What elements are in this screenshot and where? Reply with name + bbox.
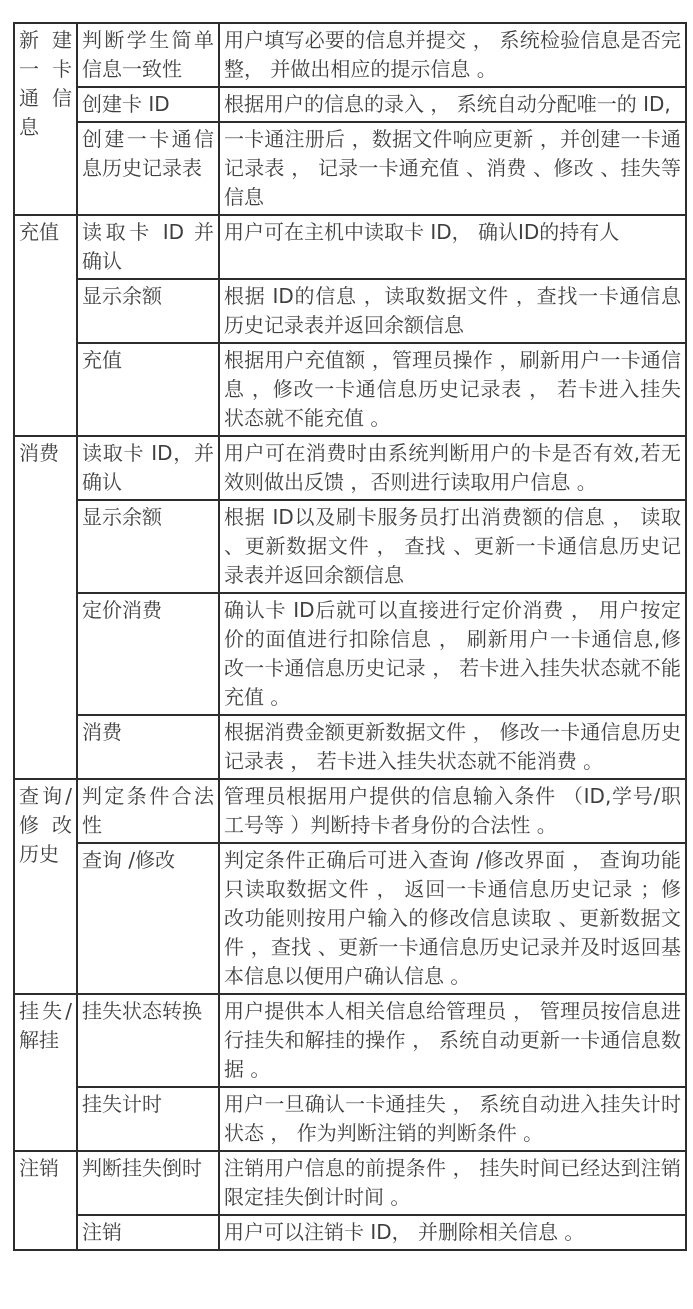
category-cell-query-modify: 查询/修改历史 xyxy=(14,779,77,994)
description-cell: 用户提供本人相关信息给管理员 ， 管理员按信息进行挂失和解挂的操作 ， 系统自动更新一卡通信息数据 。 xyxy=(219,994,686,1087)
table-row xyxy=(14,87,686,122)
description-cell: 根据消费金额更新数据文件 ， 修改一卡通信息历史记录表 ， 若卡进入挂失状态就不能消费 。 xyxy=(219,715,686,779)
category-cell-cancel: 注销 xyxy=(14,1151,77,1250)
table-row xyxy=(14,279,686,343)
feature-cell: 判定条件合法性 xyxy=(77,779,219,843)
table-row xyxy=(14,215,686,279)
description-cell: 注销用户信息的前提条件 ， 挂失时间已经达到注销限定挂失倒计时间 。 xyxy=(219,1151,686,1215)
description-cell: 根据用户充值额 ，管理员操作 ，刷新用户一卡通信息 ，修改一卡通信息历史记录表 ， 若卡进入挂失状态就不能充值 。 xyxy=(219,343,686,436)
description-cell: 根据 ID以及刷卡服务员打出消费额的信息 ， 读取 、更新数据文件 ， 查找 、更新一卡通信息历史记录表并返回余额信息 xyxy=(219,500,686,593)
category-cell-consume: 消费 xyxy=(14,436,77,779)
description-cell: 根据 ID的信息 ，读取数据文件 ，查找一卡通信息历史记录表并返回余额信息 xyxy=(219,279,686,343)
feature-cell: 挂失计时 xyxy=(77,1087,219,1151)
feature-cell: 充值 xyxy=(77,343,219,436)
table-row xyxy=(14,343,686,436)
table-row xyxy=(14,122,686,215)
feature-cell: 查询 /修改 xyxy=(77,843,219,994)
use-case-table-body xyxy=(14,23,686,1250)
feature-cell: 定价消费 xyxy=(77,593,219,715)
feature-cell: 注销 xyxy=(77,1215,219,1250)
category-cell-recharge: 充值 xyxy=(14,215,77,436)
description-cell: 管理员根据用户提供的信息输入条件 （ID,学号/职工号等 ）判断持卡者身份的合法性 。 xyxy=(219,779,686,843)
feature-cell: 判断挂失倒时 xyxy=(77,1151,219,1215)
description-cell: 用户可在消费时由系统判断用户的卡是否有效,若无效则做出反馈 ，否则进行读取用户信息 。 xyxy=(219,436,686,500)
feature-cell: 判断学生简单信息一致性 xyxy=(77,23,219,87)
category-cell-new-card: 新建一卡通信息 xyxy=(14,23,77,215)
description-cell: 判定条件正确后可进入查询 /修改界面 ， 查询功能只读取数据文件 ， 返回一卡通信息历史记录 ；修改功能则按用户输入的修改信息读取 、更新数据文件 ，查找 、更新一卡通信息历史记录并及时返回基本信息以便用户确认信息 。 xyxy=(219,843,686,994)
feature-cell: 显示余额 xyxy=(77,500,219,593)
description-cell: 一卡通注册后 ，数据文件响应更新 ，并创建一卡通记录表 ， 记录一卡通充值 、消费 、修改 、挂失等信息 xyxy=(219,122,686,215)
feature-cell: 读取卡 ID，并确认 xyxy=(77,436,219,500)
use-case-table xyxy=(13,22,687,1251)
description-cell: 用户可在主机中读取卡 ID， 确认ID的持有人 xyxy=(219,215,686,279)
table-row xyxy=(14,500,686,593)
table-row xyxy=(14,593,686,715)
feature-cell: 读取卡 ID 并确认 xyxy=(77,215,219,279)
feature-cell: 挂失状态转换 xyxy=(77,994,219,1087)
description-cell: 用户一旦确认一卡通挂失 ， 系统自动进入挂失计时状态 ， 作为判断注销的判断条件 。 xyxy=(219,1087,686,1151)
feature-cell: 创建一卡通信息历史记录表 xyxy=(77,122,219,215)
feature-cell: 消费 xyxy=(77,715,219,779)
feature-cell: 显示余额 xyxy=(77,279,219,343)
category-cell-loss-report: 挂失/解挂 xyxy=(14,994,77,1151)
description-cell: 用户填写必要的信息并提交 ， 系统检验信息是否完整， 并做出相应的提示信息 。 xyxy=(219,23,686,87)
table-row xyxy=(14,436,686,500)
description-cell: 根据用户的信息的录入 ， 系统自动分配唯一的 ID, xyxy=(219,87,686,122)
description-cell: 用户可以注销卡 ID， 并删除相关信息 。 xyxy=(219,1215,686,1250)
table-row xyxy=(14,23,686,87)
feature-cell: 创建卡 ID xyxy=(77,87,219,122)
table-row xyxy=(14,994,686,1087)
table-row xyxy=(14,1087,686,1151)
table-row xyxy=(14,779,686,843)
table-row xyxy=(14,843,686,994)
table-row xyxy=(14,1151,686,1215)
table-row xyxy=(14,1215,686,1250)
table-row xyxy=(14,715,686,779)
description-cell: 确认卡 ID后就可以直接进行定价消费 ， 用户按定价的面值进行扣除信息 ， 刷新用户一卡通信息,修改一卡通信息历史记录 ， 若卡进入挂失状态就不能充值 。 xyxy=(219,593,686,715)
